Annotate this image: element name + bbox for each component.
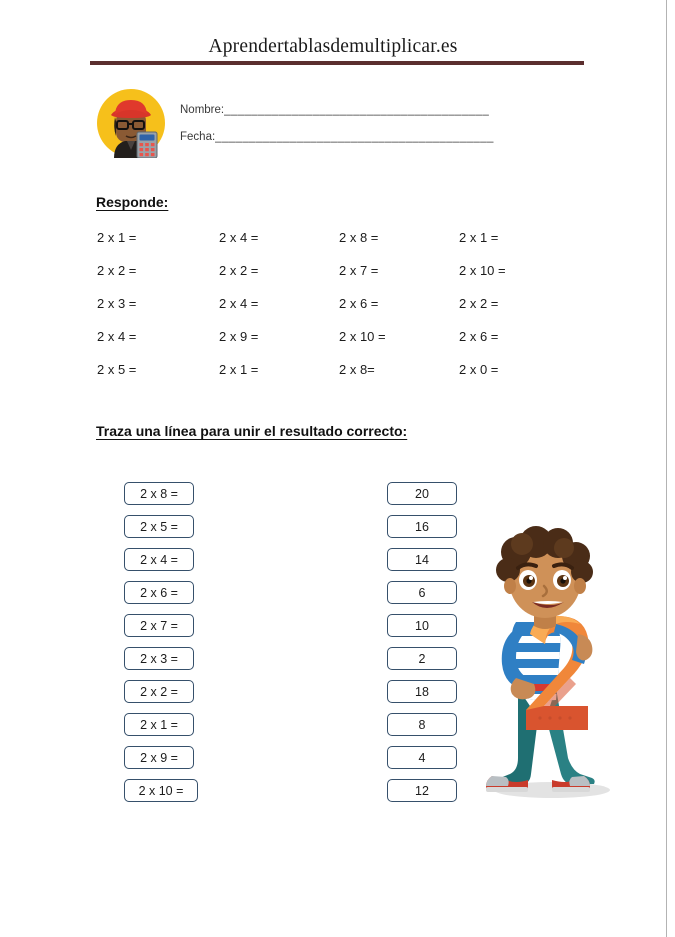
student-info-block [180, 104, 560, 158]
exercise-item[interactable]: 2 x 8= [339, 362, 375, 377]
exercise-item[interactable]: 2 x 10 = [339, 329, 386, 344]
name-input-line[interactable]: _______________________________________ [224, 104, 490, 116]
date-input-line[interactable]: _________________________________________ [215, 131, 494, 143]
match-problem-box[interactable]: 2 x 5 = [124, 515, 194, 538]
exercise-item[interactable]: 2 x 4 = [219, 230, 259, 245]
exercise-item[interactable]: 2 x 2 = [219, 263, 259, 278]
match-problem-box[interactable]: 2 x 6 = [124, 581, 194, 604]
match-answer-box[interactable]: 12 [387, 779, 457, 802]
match-answer-box[interactable]: 8 [387, 713, 457, 736]
title-divider [90, 61, 584, 65]
match-problem-box[interactable]: 2 x 8 = [124, 482, 194, 505]
name-row [180, 104, 560, 131]
exercise-item[interactable]: 2 x 6 = [339, 296, 379, 311]
match-answer-box[interactable]: 10 [387, 614, 457, 637]
exercise-item[interactable]: 2 x 10 = [459, 263, 506, 278]
match-column-answers [387, 482, 457, 812]
exercise-item[interactable]: 2 x 4 = [219, 296, 259, 311]
exercise-item[interactable]: 2 x 2 = [459, 296, 499, 311]
match-answer-box[interactable]: 4 [387, 746, 457, 769]
page-border [666, 0, 667, 937]
exercise-grid [97, 231, 557, 396]
match-column-problems [124, 482, 198, 812]
section-heading-responde: Responde: [96, 194, 169, 210]
exercise-item[interactable]: 2 x 5 = [97, 362, 137, 377]
section-heading-traza: Traza una línea para unir el resultado correcto: [96, 423, 408, 439]
exercise-item[interactable]: 2 x 2 = [97, 263, 137, 278]
match-problem-box[interactable]: 2 x 10 = [124, 779, 198, 802]
exercise-item[interactable]: 2 x 0 = [459, 362, 499, 377]
date-row [180, 131, 560, 158]
match-problem-box[interactable]: 2 x 1 = [124, 713, 194, 736]
exercise-item[interactable]: 2 x 4 = [97, 329, 137, 344]
match-answer-box[interactable]: 18 [387, 680, 457, 703]
avatar [96, 88, 166, 158]
match-answer-box[interactable]: 6 [387, 581, 457, 604]
exercise-item[interactable]: 2 x 1 = [219, 362, 259, 377]
name-label: Nombre: [180, 104, 225, 116]
match-answer-box[interactable]: 2 [387, 647, 457, 670]
match-problem-box[interactable]: 2 x 3 = [124, 647, 194, 670]
match-problem-box[interactable]: 2 x 7 = [124, 614, 194, 637]
exercise-item[interactable]: 2 x 9 = [219, 329, 259, 344]
exercise-item[interactable]: 2 x 1 = [459, 230, 499, 245]
page-title: Aprendertablasdemultiplicar.es [208, 36, 458, 57]
exercise-item[interactable]: 2 x 3 = [97, 296, 137, 311]
match-problem-box[interactable]: 2 x 9 = [124, 746, 194, 769]
match-answer-box[interactable]: 16 [387, 515, 457, 538]
exercise-item[interactable]: 2 x 6 = [459, 329, 499, 344]
date-label: Fecha: [180, 131, 216, 143]
match-answer-box[interactable]: 14 [387, 548, 457, 571]
boy-holding-number-two-illustration [460, 518, 640, 810]
exercise-item[interactable]: 2 x 7 = [339, 263, 379, 278]
match-problem-box[interactable]: 2 x 2 = [124, 680, 194, 703]
match-answer-box[interactable]: 20 [387, 482, 457, 505]
exercise-item[interactable]: 2 x 8 = [339, 230, 379, 245]
exercise-item[interactable]: 2 x 1 = [97, 230, 137, 245]
match-problem-box[interactable]: 2 x 4 = [124, 548, 194, 571]
